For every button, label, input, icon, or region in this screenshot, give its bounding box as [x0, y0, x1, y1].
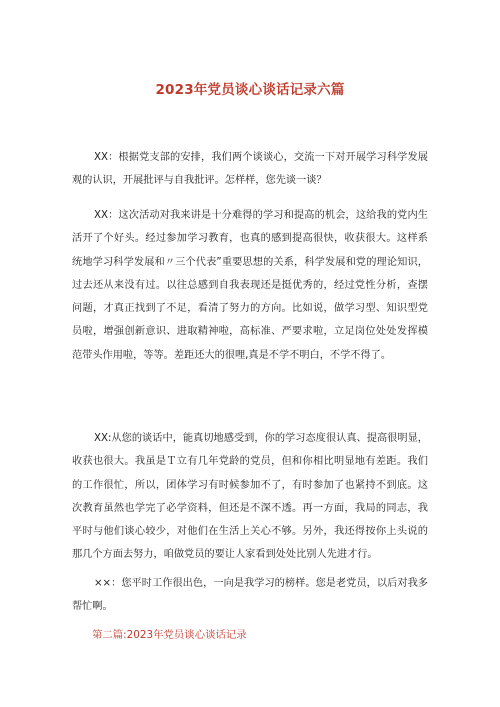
paragraph-4: ××：您平时工作很出色，一向是我学习的榜样。您是老党员，以后对我多帮忙啊。	[72, 578, 428, 613]
paragraph-2: XX：这次活动对我来讲是十分难得的学习和提高的机会，这给我的党内生活开了个好头。经过参加学习教育，也真的感到提高很快，收获很大。这样系统地学习科学发展和〃三个代表”重要思想的关系，科学发展和党的理论知识，过去还从来没有过。以往总感到自我表现还是挺优秀的，经过党性分析，查摆问题，才真正找到了不足，看清了努力的方向。比如说，做学习型、知识型党员啦，增强创新意识、进取精神啦，高标准、严要求啦，立足岗位处处发挥模范带头作用啦，等等。差距还大的很哩,真是不学不明白，不学不得了。	[72, 210, 428, 361]
paragraph-3: XX:从您的谈话中，能真切地感受到，你的学习态度很认真、提高很明显，收获也很大。我虽是Ｔ立有几年党龄的党员，但和你相比明显地有差距。我们的工作很忙，所以，团体学习有时候参加不了，有时参加了也紧持不到底。这次教育虽然也学完了必学资料，但还是不深不透。再一方面，我局的同志，我平时与他们谈心较少，对他们在生活上关心不够。另外，我还得按你上头说的那几个方面去努力，咱做党员的要让人家看到处处比别人先进才行。	[72, 433, 428, 561]
document-title: 2023年党员谈心谈话记录六篇	[155, 82, 345, 98]
section-heading: 第二篇:2023年党员谈心谈话记录	[92, 629, 247, 641]
paragraph-1: XX：根据党支部的安排，我们两个谈谈心，交流一下对开展学习科学发展观的认识，开展批评与自我批评。怎样样，您先谈一谈？	[72, 152, 428, 187]
